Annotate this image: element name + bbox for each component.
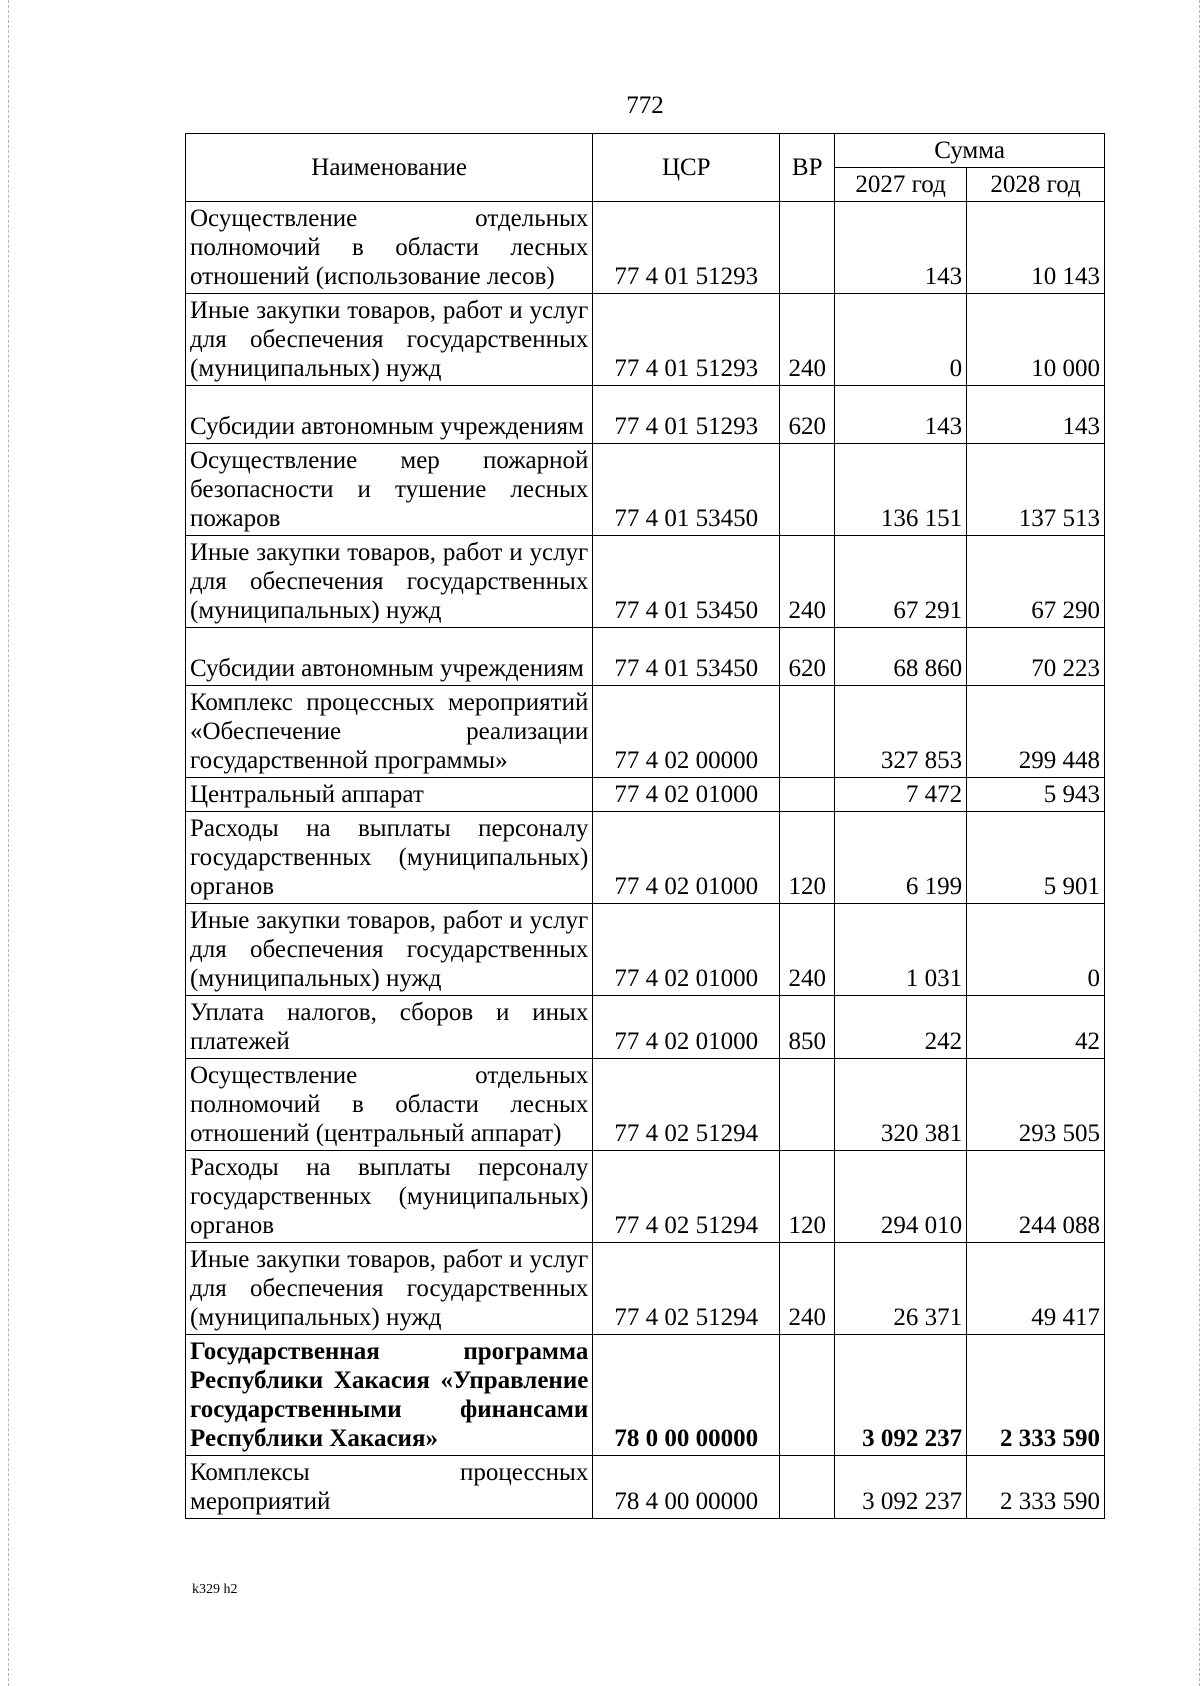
row-amount-2027: 67 291 — [835, 536, 967, 628]
table-row — [186, 386, 1105, 444]
row-csr: 77 4 02 51294 — [593, 1151, 780, 1243]
row-amount-2028: 244 088 — [967, 1151, 1105, 1243]
row-csr: 78 4 00 00000 — [593, 1456, 780, 1519]
row-vr: 240 — [780, 1243, 835, 1335]
row-amount-2027: 143 — [835, 386, 967, 444]
row-vr — [780, 1456, 835, 1519]
row-vr: 240 — [780, 536, 835, 628]
row-name: Комплексы процессных мероприятий — [186, 1456, 593, 1519]
row-vr: 120 — [780, 1151, 835, 1243]
row-name: Уплата налогов, сборов и иных платежей — [186, 996, 593, 1059]
table-row — [186, 1059, 1105, 1151]
header-csr: ЦСР — [593, 134, 780, 202]
row-amount-2027: 26 371 — [835, 1243, 967, 1335]
table-row — [186, 812, 1105, 904]
row-amount-2028: 137 513 — [967, 444, 1105, 536]
row-csr: 77 4 01 53450 — [593, 628, 780, 686]
row-name: Субсидии автономным учреждениям — [186, 386, 593, 444]
table-row — [186, 1243, 1105, 1335]
row-amount-2027: 3 092 237 — [835, 1456, 967, 1519]
row-amount-2028: 143 — [967, 386, 1105, 444]
header-year-2027: 2027 год — [835, 168, 967, 202]
table-row — [186, 778, 1105, 812]
row-csr: 77 4 02 51294 — [593, 1059, 780, 1151]
row-csr: 77 4 01 53450 — [593, 536, 780, 628]
row-name: Расходы на выплаты персоналу государственных (муниципальных) органов — [186, 1151, 593, 1243]
row-csr: 77 4 01 51293 — [593, 202, 780, 294]
table-row — [186, 444, 1105, 536]
row-csr: 77 4 02 01000 — [593, 996, 780, 1059]
row-vr: 120 — [780, 812, 835, 904]
row-amount-2027: 320 381 — [835, 1059, 967, 1151]
row-name: Иные закупки товаров, работ и услуг для обеспечения государственных (муниципальных) нужд — [186, 904, 593, 996]
row-amount-2028: 70 223 — [967, 628, 1105, 686]
budget-table — [185, 133, 1105, 1519]
table-row — [186, 996, 1105, 1059]
header-sum: Сумма — [835, 134, 1105, 168]
row-vr — [780, 202, 835, 294]
table-row — [186, 294, 1105, 386]
row-amount-2027: 143 — [835, 202, 967, 294]
table-row — [186, 904, 1105, 996]
row-amount-2028: 10 143 — [967, 202, 1105, 294]
row-name: Субсидии автономным учреждениям — [186, 628, 593, 686]
row-name: Центральный аппарат — [186, 778, 593, 812]
row-name: Иные закупки товаров, работ и услуг для обеспечения государственных (муниципальных) нужд — [186, 536, 593, 628]
row-amount-2028: 10 000 — [967, 294, 1105, 386]
row-amount-2027: 3 092 237 — [835, 1335, 967, 1456]
row-amount-2027: 7 472 — [835, 778, 967, 812]
row-csr: 77 4 02 01000 — [593, 812, 780, 904]
row-vr — [780, 1059, 835, 1151]
scan-left-edge — [8, 0, 9, 1686]
row-vr — [780, 444, 835, 536]
row-amount-2028: 49 417 — [967, 1243, 1105, 1335]
row-amount-2028: 42 — [967, 996, 1105, 1059]
row-amount-2028: 5 943 — [967, 778, 1105, 812]
table-row — [186, 1151, 1105, 1243]
row-name: Осуществление отдельных полномочий в области лесных отношений (центральный аппарат) — [186, 1059, 593, 1151]
row-vr: 850 — [780, 996, 835, 1059]
table-row — [186, 1456, 1105, 1519]
row-vr: 240 — [780, 904, 835, 996]
row-vr: 620 — [780, 628, 835, 686]
row-amount-2027: 1 031 — [835, 904, 967, 996]
header-vr: ВР — [780, 134, 835, 202]
row-csr: 77 4 02 51294 — [593, 1243, 780, 1335]
row-name: Осуществление мер пожарной безопасности и тушение лесных пожаров — [186, 444, 593, 536]
row-amount-2028: 293 505 — [967, 1059, 1105, 1151]
table-body — [186, 202, 1105, 1519]
row-amount-2028: 0 — [967, 904, 1105, 996]
row-amount-2027: 327 853 — [835, 686, 967, 778]
row-name: Иные закупки товаров, работ и услуг для обеспечения государственных (муниципальных) нужд — [186, 1243, 593, 1335]
row-vr: 240 — [780, 294, 835, 386]
table-row — [186, 536, 1105, 628]
row-amount-2027: 136 151 — [835, 444, 967, 536]
row-csr: 78 0 00 00000 — [593, 1335, 780, 1456]
row-amount-2027: 242 — [835, 996, 967, 1059]
table-row — [186, 1335, 1105, 1456]
row-amount-2028: 67 290 — [967, 536, 1105, 628]
row-amount-2028: 2 333 590 — [967, 1335, 1105, 1456]
row-vr — [780, 1335, 835, 1456]
row-vr: 620 — [780, 386, 835, 444]
row-amount-2027: 294 010 — [835, 1151, 967, 1243]
table-row — [186, 628, 1105, 686]
row-csr: 77 4 02 00000 — [593, 686, 780, 778]
row-amount-2028: 299 448 — [967, 686, 1105, 778]
row-name: Государственная программа Республики Хакасия «Управление государственными финансами Республики Хакасия» — [186, 1335, 593, 1456]
row-csr: 77 4 01 51293 — [593, 386, 780, 444]
row-amount-2027: 68 860 — [835, 628, 967, 686]
table-row — [186, 686, 1105, 778]
row-name: Осуществление отдельных полномочий в области лесных отношений (использование лесов) — [186, 202, 593, 294]
page-number: 772 — [626, 92, 664, 119]
row-csr: 77 4 01 51293 — [593, 294, 780, 386]
row-name: Иные закупки товаров, работ и услуг для обеспечения государственных (муниципальных) нужд — [186, 294, 593, 386]
header-year-2028: 2028 год — [967, 168, 1105, 202]
table-row — [186, 202, 1105, 294]
row-csr: 77 4 02 01000 — [593, 904, 780, 996]
header-name: Наименование — [186, 134, 593, 202]
row-name: Комплекс процессных мероприятий «Обеспечение реализации государственной программы» — [186, 686, 593, 778]
table-header — [186, 134, 1105, 202]
row-name: Расходы на выплаты персоналу государственных (муниципальных) органов — [186, 812, 593, 904]
row-amount-2028: 5 901 — [967, 812, 1105, 904]
row-csr: 77 4 01 53450 — [593, 444, 780, 536]
row-amount-2027: 0 — [835, 294, 967, 386]
row-amount-2028: 2 333 590 — [967, 1456, 1105, 1519]
footer-code: k329 h2 — [192, 1582, 238, 1597]
row-csr: 77 4 02 01000 — [593, 778, 780, 812]
row-vr — [780, 686, 835, 778]
row-vr — [780, 778, 835, 812]
row-amount-2027: 6 199 — [835, 812, 967, 904]
